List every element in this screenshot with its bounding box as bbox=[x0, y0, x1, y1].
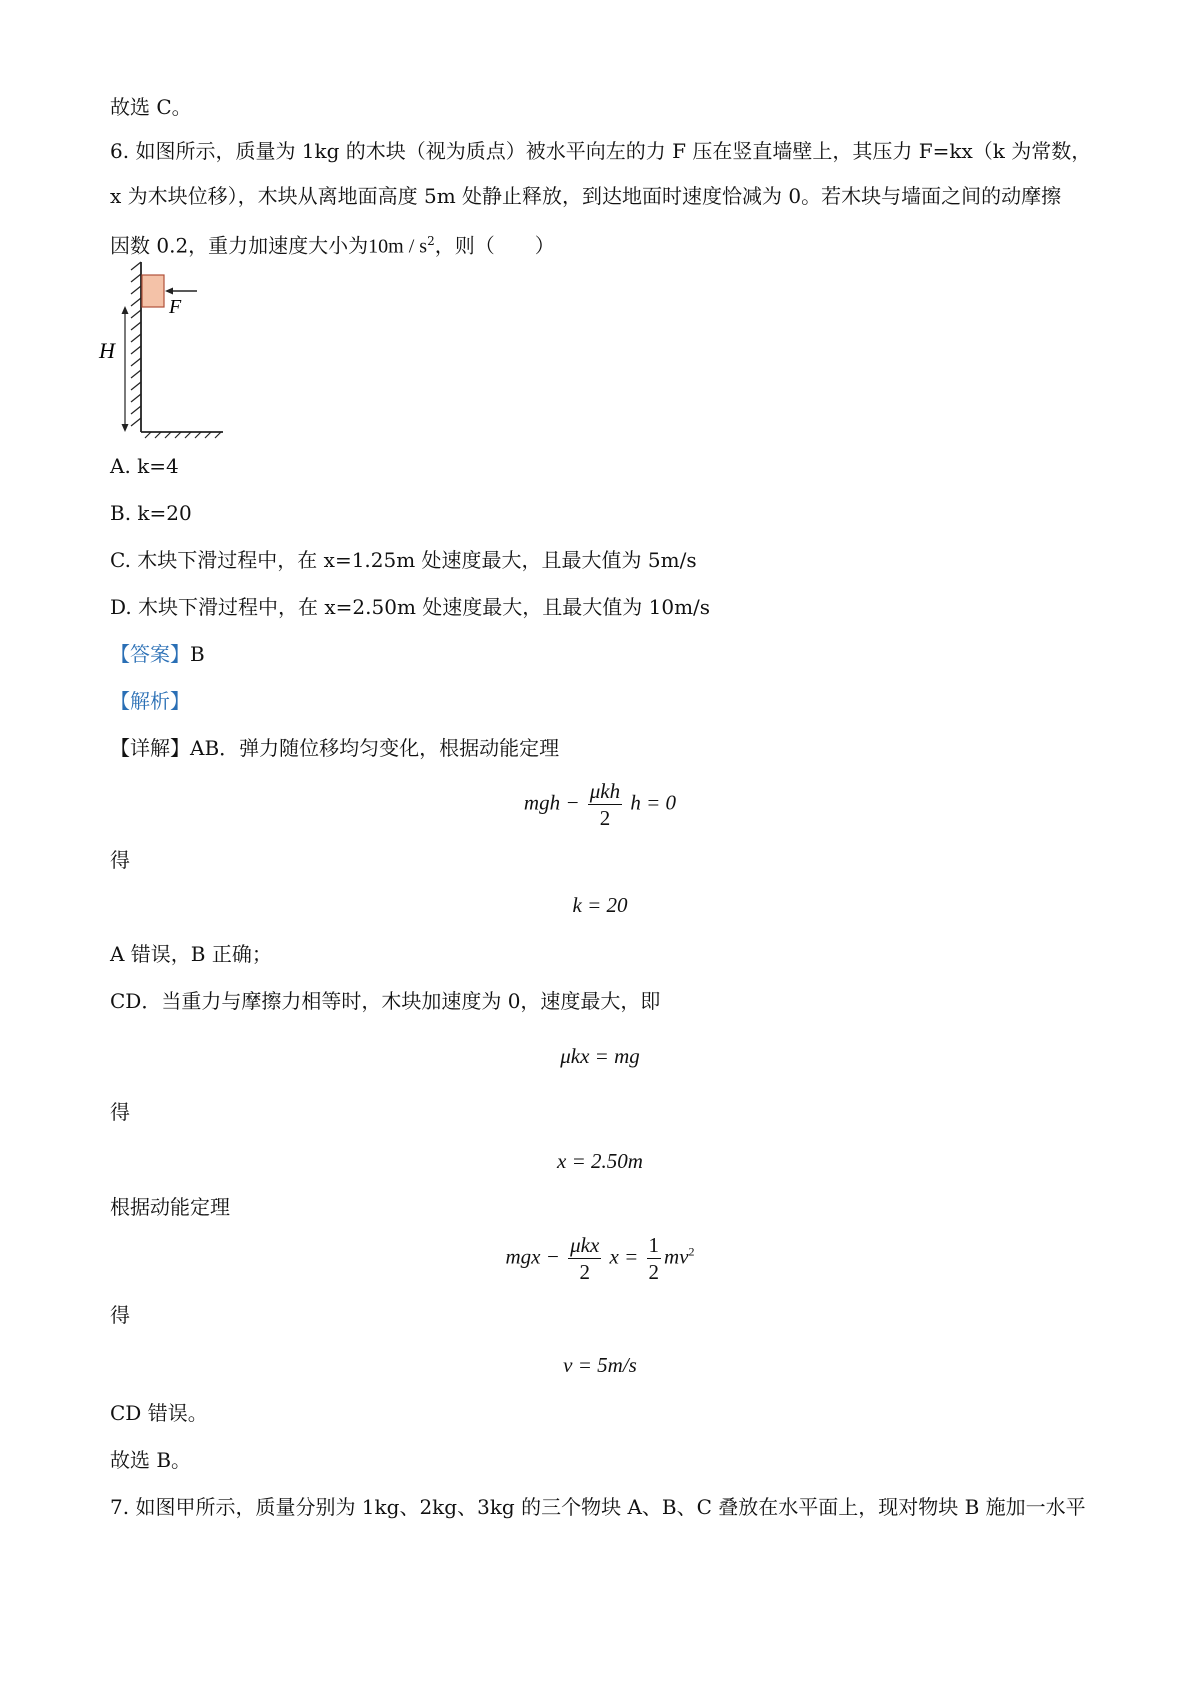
equation-1 bbox=[0, 778, 1200, 831]
cd-intro: CD．当重力与摩擦力相等时，木块加速度为 0，速度最大，即 bbox=[110, 989, 661, 1013]
height-arrow-bottom bbox=[122, 424, 129, 432]
cd-result: CD 错误。 bbox=[110, 1401, 208, 1425]
eq1-left: mgh − bbox=[523, 790, 580, 815]
equation-3: μkx = mg bbox=[560, 1044, 640, 1068]
option-a: A. k=4 bbox=[110, 454, 179, 478]
equation-2: k = 20 bbox=[572, 893, 628, 917]
option-b: B. k=20 bbox=[110, 501, 192, 525]
option-d: D. 木块下滑过程中，在 x=2.50m 处速度最大，且最大值为 10m/s bbox=[110, 595, 711, 619]
eq5-sup: 2 bbox=[688, 1244, 695, 1259]
de-3: 得 bbox=[110, 1303, 130, 1327]
eq5-num: μkx bbox=[570, 1233, 600, 1257]
force-label: F bbox=[169, 296, 182, 318]
analysis-tag: 【解析】 bbox=[110, 689, 190, 713]
answer-value: B bbox=[190, 642, 205, 666]
eq1-fraction bbox=[588, 778, 622, 831]
accel-unit: 10m / s bbox=[368, 235, 428, 258]
de-1: 得 bbox=[110, 848, 130, 872]
eq5-num2: 1 bbox=[648, 1233, 660, 1257]
question-6-line-2: x 为木块位移），木块从离地面高度 5m 处静止释放，到达地面时速度恰减为 0。若木块与墙面之间的动摩擦 bbox=[110, 184, 1062, 208]
ab-result: A 错误，B 正确； bbox=[110, 942, 272, 966]
eq1-right: h = 0 bbox=[630, 790, 677, 815]
question-7-line-1: 7. 如图甲所示，质量分别为 1kg、2kg、3kg 的三个物块 A、B、C 叠放在水平面上，现对物块 B 施加一水平 bbox=[110, 1495, 1086, 1519]
wood-block bbox=[142, 275, 164, 307]
accel-sup: 2 bbox=[427, 234, 435, 248]
choose-b: 故选 B。 bbox=[110, 1448, 192, 1472]
eq5-mid: x = bbox=[609, 1244, 639, 1269]
eq1-den: 2 bbox=[599, 806, 611, 830]
eq1-num: μkh bbox=[589, 779, 621, 803]
wall-block-figure bbox=[99, 262, 225, 437]
eq5-right: mv bbox=[664, 1244, 689, 1269]
wall-hatch bbox=[131, 262, 141, 426]
eq5-den: 2 bbox=[579, 1260, 590, 1284]
eq5-den2: 2 bbox=[648, 1260, 660, 1284]
question-6-line-3 bbox=[110, 227, 555, 261]
text: ，则（ ） bbox=[434, 233, 555, 258]
height-label: H bbox=[99, 338, 115, 363]
line-choose-c: 故选 C。 bbox=[110, 95, 192, 119]
force-arrowhead bbox=[165, 288, 173, 295]
equation-5 bbox=[0, 1232, 1200, 1285]
eq5-fraction-1 bbox=[568, 1232, 601, 1285]
question-6-line-1: 6. 如图所示，质量为 1kg 的木块（视为质点）被水平向左的力 F 压在竖直墙壁上，其压力 F=kx（k 为常数， bbox=[110, 139, 1092, 163]
de-2: 得 bbox=[110, 1100, 130, 1124]
height-arrow-top bbox=[122, 306, 129, 314]
eq5-left: mgx − bbox=[505, 1244, 560, 1269]
equation-6: v = 5m/s bbox=[563, 1353, 637, 1377]
eq5-fraction-2 bbox=[647, 1232, 662, 1285]
option-c: C. 木块下滑过程中，在 x=1.25m 处速度最大，且最大值为 5m/s bbox=[110, 548, 697, 572]
text: 因数 0.2，重力加速度大小为 bbox=[110, 233, 369, 258]
equation-4: x = 2.50m bbox=[557, 1149, 643, 1173]
answer-tag: 【答案】 bbox=[110, 642, 190, 666]
answer-line bbox=[110, 640, 205, 668]
detail-line: 【详解】AB．弹力随位移均匀变化，根据动能定理 bbox=[110, 736, 560, 760]
theorem-2: 根据动能定理 bbox=[110, 1195, 230, 1219]
